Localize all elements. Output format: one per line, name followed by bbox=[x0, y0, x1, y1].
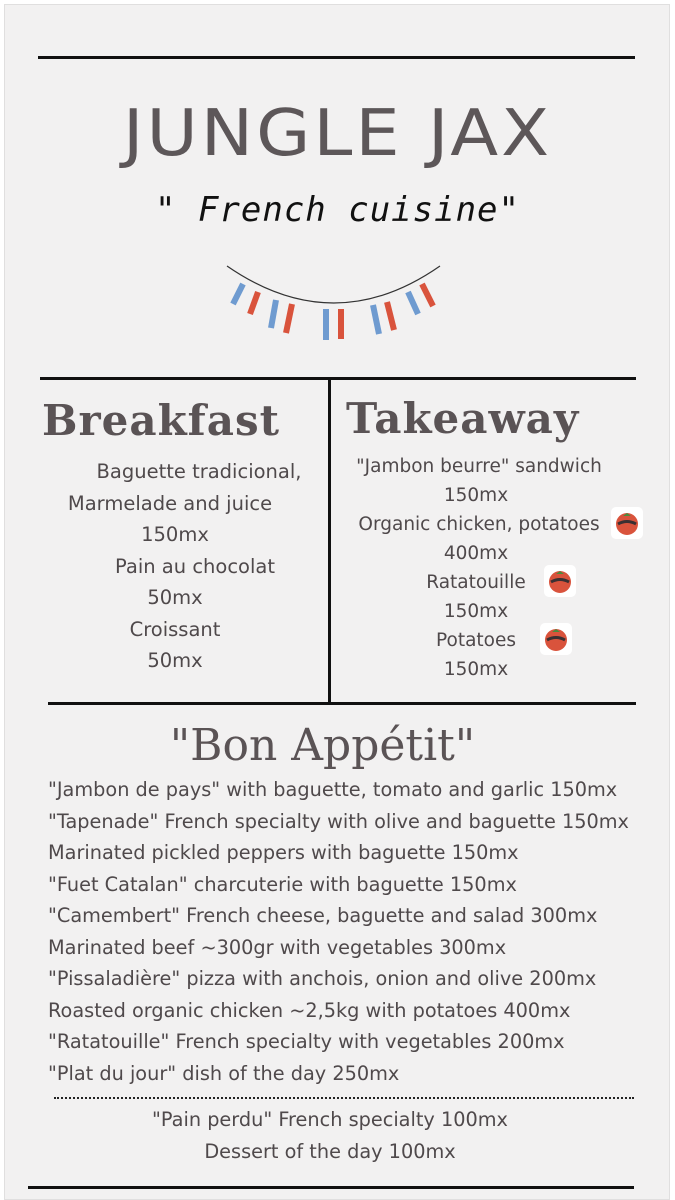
breakfast-price: 150mx bbox=[141, 523, 209, 546]
breakfast-item: Croissant bbox=[129, 617, 221, 641]
menu-item: "Camembert" French cheese, baguette and salad 300mx bbox=[48, 904, 598, 927]
flag-bunting-icon bbox=[222, 262, 447, 347]
menu-item: Marinated pickled peppers with baguette 150mx bbox=[48, 841, 519, 864]
tomato-icon bbox=[544, 565, 576, 597]
breakfast-price: 50mx bbox=[147, 649, 203, 672]
breakfast-item: Baguette tradicional, bbox=[96, 460, 302, 483]
takeaway-price: 400mx bbox=[443, 543, 509, 564]
breakfast-heading: Breakfast bbox=[42, 396, 280, 445]
breakfast-item: Pain au chocolat bbox=[115, 554, 275, 578]
breakfast-price: 50mx bbox=[147, 586, 203, 609]
breakfast-list bbox=[40, 456, 310, 677]
takeaway-item: "Jambon beurre" sandwich bbox=[356, 456, 602, 477]
takeaway-heading: Takeaway bbox=[346, 394, 580, 443]
section-divider-vertical bbox=[328, 377, 331, 704]
menu-item: "Fuet Catalan" charcuterie with baguette 150mx bbox=[48, 872, 517, 896]
dotted-divider bbox=[54, 1097, 634, 1099]
dessert-item: "Pain perdu" French specialty 100mx bbox=[152, 1108, 508, 1131]
tomato-icon bbox=[611, 507, 643, 539]
breakfast-item: Marmelade and juice bbox=[67, 491, 273, 515]
top-rule bbox=[38, 56, 635, 59]
cuisine-subtitle: " French cuisine" bbox=[155, 190, 520, 230]
takeaway-price: 150mx bbox=[443, 659, 509, 680]
main-menu-list bbox=[48, 774, 629, 1089]
menu-item: "Plat du jour" dish of the day 250mx bbox=[48, 1061, 400, 1085]
takeaway-price: 150mx bbox=[443, 601, 509, 622]
dessert-item: Dessert of the day 100mx bbox=[204, 1140, 456, 1163]
menu-item: "Pissaladière" pizza with anchois, onion and olive 200mx bbox=[48, 967, 597, 990]
bottom-rule bbox=[28, 1186, 634, 1189]
bon-appetit-heading: "Bon Appétit" bbox=[169, 720, 476, 771]
menu-item: Roasted organic chicken ~2,5kg with potatoes 400mx bbox=[48, 998, 571, 1022]
tomato-icon bbox=[540, 623, 572, 655]
menu-item: "Jambon de pays" with baguette, tomato and garlic 150mx bbox=[48, 778, 618, 801]
takeaway-item: Potatoes bbox=[436, 630, 516, 651]
takeaway-item: Ratatouille bbox=[426, 572, 526, 593]
takeaway-price: 150mx bbox=[443, 485, 509, 506]
restaurant-title: JUNGLE JAX bbox=[122, 95, 553, 171]
takeaway-item: Organic chicken, potatoes bbox=[358, 514, 600, 535]
section-rule-bottom bbox=[48, 702, 636, 705]
menu-item: Marinated beef ~300gr with vegetables 300mx bbox=[48, 935, 507, 959]
section-rule-top bbox=[40, 377, 636, 380]
menu-item: "Ratatouille" French specialty with vegetables 200mx bbox=[48, 1030, 565, 1053]
menu-item: "Tapenade" French specialty with olive and baguette 150mx bbox=[48, 809, 629, 833]
